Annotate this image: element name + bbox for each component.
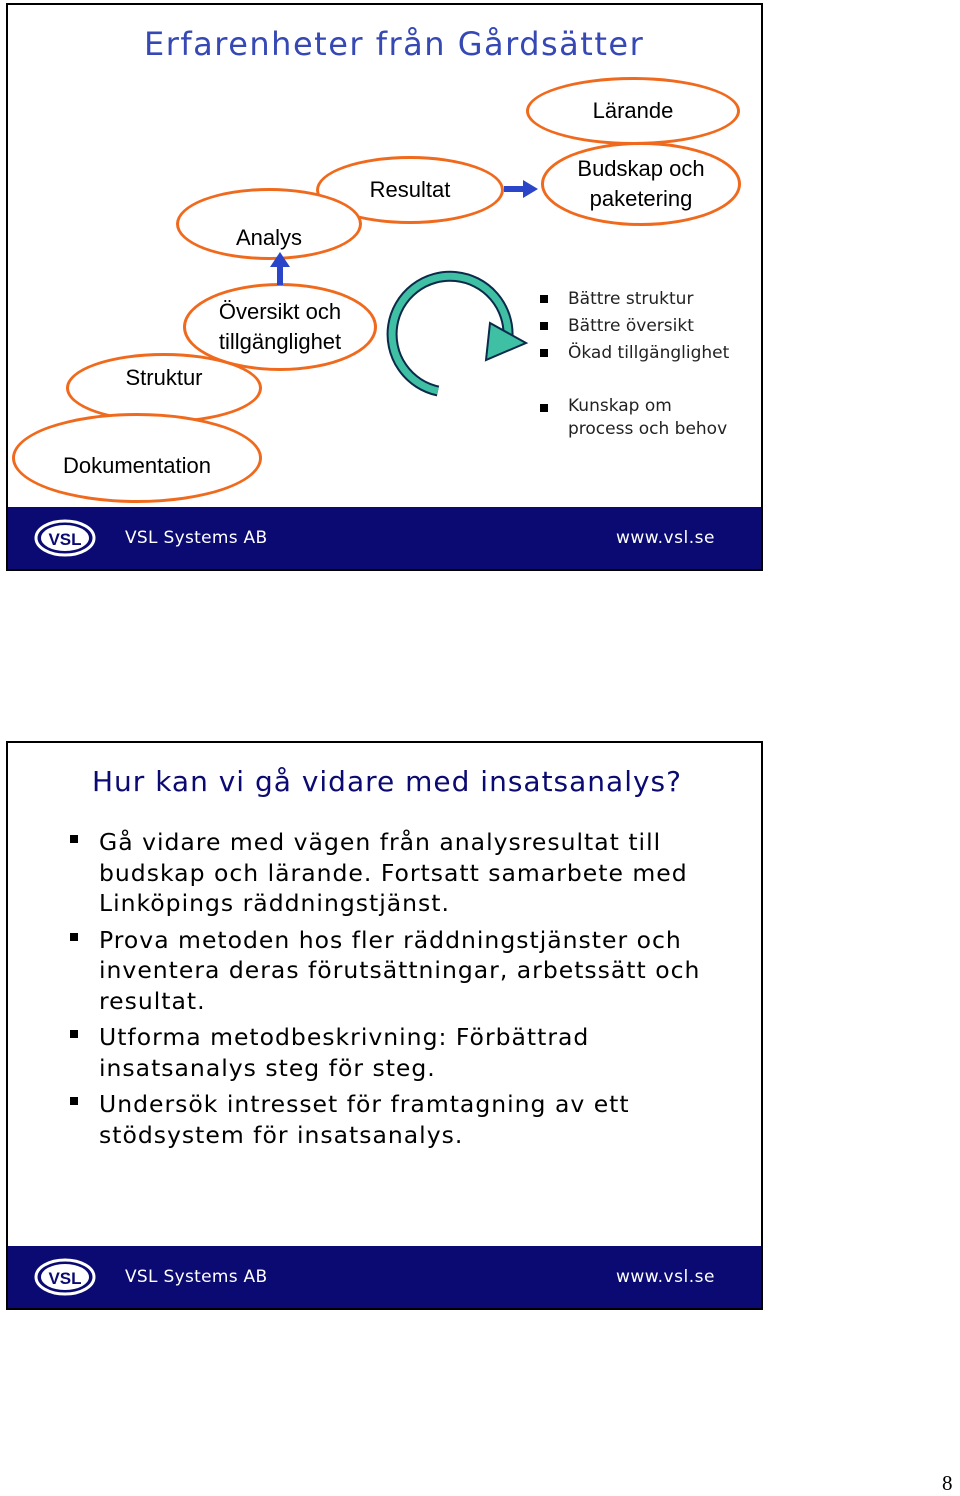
- oval-label: Budskap och: [577, 156, 705, 182]
- list-item: [538, 395, 729, 441]
- action-list: [68, 827, 728, 1156]
- list-item: Bättre översikt: [538, 313, 729, 340]
- up-arrow-icon: [270, 252, 290, 285]
- oval-label: Analys: [235, 225, 303, 251]
- oval-label: Lärande: [592, 98, 674, 124]
- list-item: Bättre struktur: [538, 286, 729, 313]
- right-arrow-icon: [504, 180, 538, 198]
- list-item: Undersök intresset för framtagning av ett stödsystem för insatsanalys.: [68, 1089, 728, 1150]
- list-item-line: process och behov: [568, 419, 728, 439]
- list-item: Utforma metodbeskrivning: Förbättrad insatsanalys steg för steg.: [68, 1022, 728, 1083]
- list-item: Gå vidare med vägen från analysresultat till budskap och lärande. Fortsatt samarbete med Linköpings räddningstjänst.: [68, 827, 728, 919]
- slide-erfarenheter: [6, 3, 763, 571]
- circular-arrow-icon: [392, 276, 526, 391]
- company-name: VSL Systems AB: [125, 1267, 268, 1287]
- website-link[interactable]: www.vsl.se: [616, 1267, 715, 1287]
- oval-label: Dokumentation: [63, 453, 211, 479]
- slide-title: Hur kan vi gå vidare med insatsanalys?: [92, 765, 683, 798]
- list-item: Prova metoden hos fler räddningstjänster och inventera deras förutsättningar, arbetssätt och resultat.: [68, 925, 728, 1017]
- slide-vidare: [6, 741, 763, 1310]
- oval-label: Struktur: [125, 365, 203, 391]
- oval-label: Resultat: [369, 177, 451, 203]
- oval-label: tillgänglighet: [218, 329, 342, 354]
- list-item-line: Kunskap om: [568, 396, 672, 416]
- svg-text:VSL: VSL: [48, 530, 82, 549]
- benefits-list: [538, 286, 729, 441]
- oval-label: paketering: [589, 186, 693, 211]
- vsl-logo-icon: [34, 518, 96, 558]
- list-item: Ökad tillgänglighet: [538, 340, 729, 367]
- svg-text:VSL: VSL: [48, 1269, 82, 1288]
- website-link[interactable]: www.vsl.se: [616, 528, 715, 548]
- slide-footer: [8, 507, 761, 569]
- company-name: VSL Systems AB: [125, 528, 268, 548]
- vsl-logo-icon: [34, 1257, 96, 1297]
- slide-footer: [8, 1246, 761, 1308]
- slide-title: Erfarenheter från Gårdsätter: [144, 25, 645, 63]
- page-number: 8: [942, 1471, 953, 1495]
- oval-label: Översikt och: [218, 299, 342, 325]
